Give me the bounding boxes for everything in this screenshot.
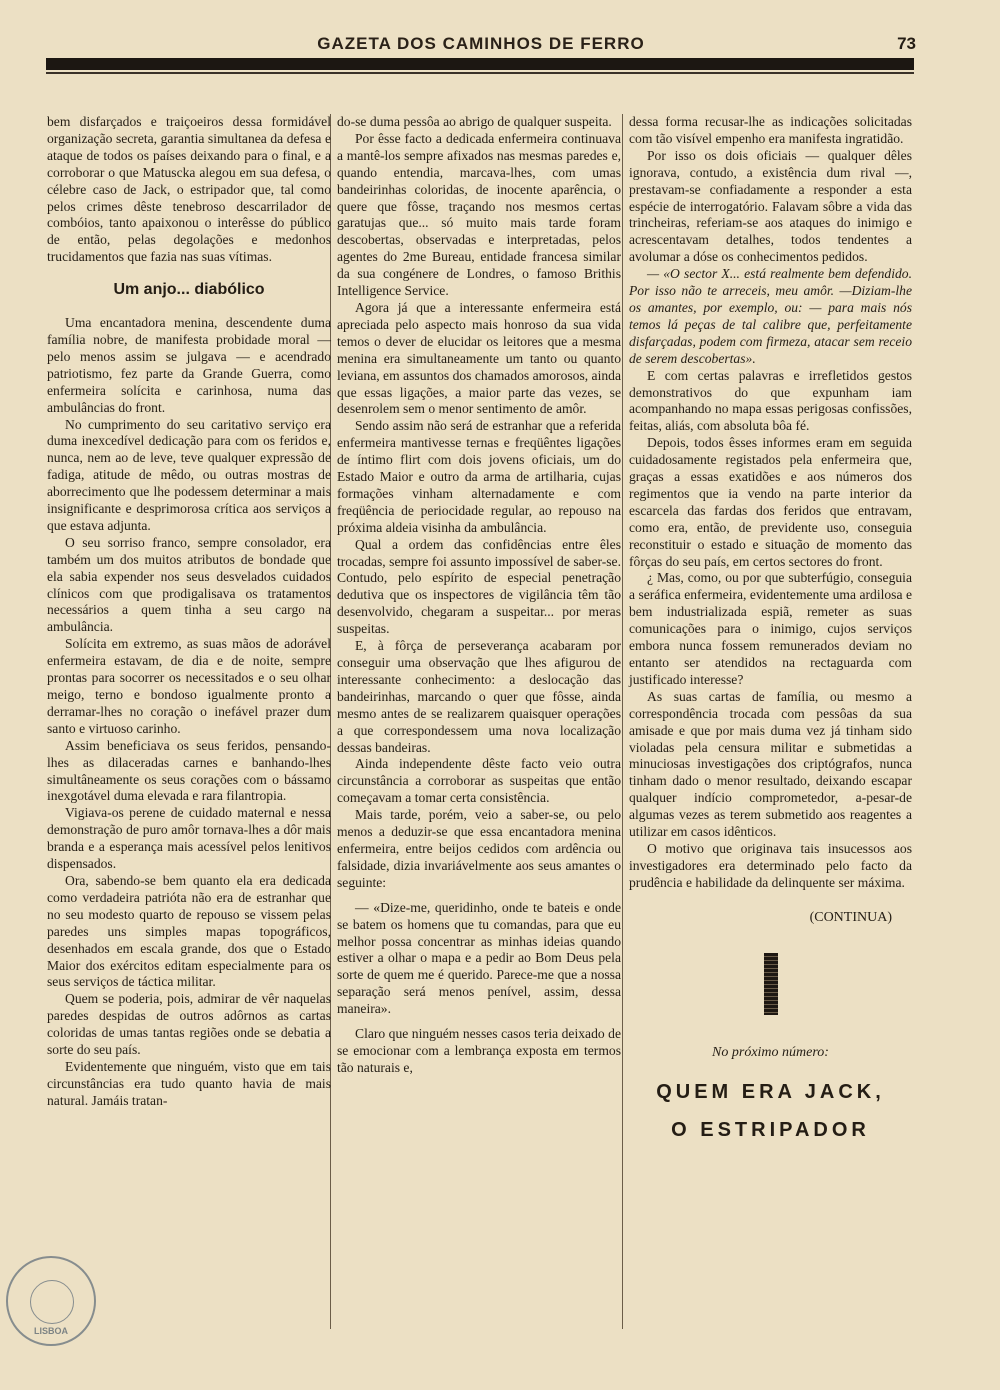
header-rule-thin <box>46 72 914 74</box>
paragraph: Claro que ninguém nesses casos teria deixado de se emocionar com a lembrança exposta em termos tão naturais e, <box>337 1026 621 1075</box>
section-heading: Um anjo... diabólico <box>113 281 265 299</box>
paragraph: Quem se poderia, pois, admirar de vêr naquelas paredes despidas de outros adôrnos as cartas coloridas de umas tantas regiões onde se debatia a sorte do seu país. <box>47 991 331 1058</box>
page-header <box>46 30 916 60</box>
next-issue-title: O ESTRIPADOR <box>671 1119 870 1142</box>
paragraph: O motivo que originava tais insucessos aos investigadores era determinado pelo facto da prudência e habilidade da delinquente ser máxima. <box>629 840 912 890</box>
paragraph: Agora já que a interessante enfermeira está apreciada pelo aspecto mais honroso da sua vida temos o dever de elucidar os leitores que a mesma menina era simultaneamente um tanto ou quanto leviana, em assuntos dos chamados amorosos, ainda que essas ligações, a maior parte das vezes, se desenrolem sem o menor sentimento de amôr. <box>337 299 621 417</box>
quoted-paragraph: — «O sector X... está realmente bem defendido. Por isso não te arreceis, meu amôr. —Diziam-lhe os amantes, por exemplo, ou: — para mais nós temos lá peças de tal calibre que, perfeitamente disfarçadas, podem com firmeza, atacar sem receio de serem descobertas». <box>629 266 912 366</box>
paragraph: As suas cartas de família, ou mesmo a correspondência trocada com pessôas da sua amisade e que por mais duma vez já tinham sido violadas pela censura militar e submetidas a minuciosas investigações dos criptógrafos, nunca tinham dado o menor resultado, deixando escapar qualquer indício comprometedor, a-pesar-de algumas vezes as terem submetido aos reagentes a utilizar em casos idênticos. <box>629 688 912 840</box>
paragraph: No cumprimento do seu caritativo serviço era duma inexcedível dedicação para com os feridos e, nunca, nem ao de leve, teve qualquer expressão de fadiga, atitude de mêdo, ou outras mostras de aborrecimento que lhe podessem determinar a mais insignificante e desprimorosa crítica aos serviços a que estava adjunta. <box>47 416 331 533</box>
paragraph: E, à fôrça de perseverança acabaram por conseguir uma observação que lhes afigurou de interessante conhecimento: a deslocação das bandeirinhas, marcando o quer que fôsse, ainda mesmo antes de se realizarem quaisquer operações a que correspondessem uma nova localização dessas bandeiras. <box>337 638 621 755</box>
stamp-seal-icon <box>30 1280 74 1324</box>
paragraph: Mais tarde, porém, veio a saber-se, ou pelo menos a deduzir-se que essa encantadora menina enfermeira, entre beijos cedidos com ardência ou falsidade, dizia invariávelmente aos seus amantes o seguinte: <box>337 807 621 890</box>
paragraph: dessa forma recusar-lhe as indicações solicitadas com tão visível empenho era manifesta ingratidão. <box>629 114 912 146</box>
paragraph: Uma encantadora menina, descendente duma família nobre, de manifesta probidade moral — pelo menos assim se julgava — e acendrado patriotismo, fez parte da Grande Guerra, como enfermeira solícita e carinhosa, numa das ambulâncias do front. <box>47 315 331 415</box>
column-divider <box>622 114 623 1329</box>
stamp-text: LISBOA <box>33 1326 68 1336</box>
continued-note: (CONTINUA) <box>809 909 892 925</box>
paragraph: Ainda independente dêste facto veio outra circunstância a corroborar as suspeitas que então começavam a tomar certa consistência. <box>337 756 621 806</box>
paragraph: Evidentemente que ninguém, visto que em tais circunstâncias era tudo quanto havia de mais natural. Jamáis tratan- <box>47 1058 331 1108</box>
paragraph: Por isso os dois oficiais — qualquer dêles ignorava, contudo, a existência dum rival —, prestavam-se confiadamente a responder a esta espécie de interrogatório. Falavam sôbre a vida das trincheiras, referiam-se aos ataques do inimigo e acrescentavam detalhes, todos tendentes a avolumar a dóse os conhecimentos pedidos. <box>629 147 912 265</box>
column-1 <box>47 114 331 1110</box>
paragraph: O seu sorriso franco, sempre consolador, era também um dos muitos atributos de bondade que ela sabia expender nos seus desvelados cuidados clínicos com que prodigalisava os tratamentos necessários a quem tinha a seu cargo na ambulância. <box>47 534 331 635</box>
paragraph: Ora, sabendo-se bem quanto ela era dedicada como verdadeira patrióta não era de estranhar que no seu modesto quarto de repouso se vissem pelas paredes uns simples mapas topográficos, desenhados em escala grande, dos que o Estado Maior dos exércitos editam especialmente para os seus serviços de táctica militar. <box>47 872 331 990</box>
header-rule <box>46 58 914 70</box>
paragraph: Sendo assim não será de estranhar que a referida enfermeira mantivesse ternas e freqüêntes ligações de íntimo flirt com dois jovens oficiais, um do Estado Maior e outro da arma de artilharia, cujas formações vinham alternadamente e com freqüência de periocidade regular, ao repouso na próxima aldeia visinha da ambulância. <box>337 418 621 535</box>
paragraph: Vigiava-os perene de cuidado maternal e nessa demonstração de puro amôr tornava-lhes a dôr mais branda e a esperança mais acessível pelos lenitivos dispensados. <box>47 805 331 872</box>
column-3 <box>629 114 912 1142</box>
paragraph: Assim beneficiava os seus feridos, pensando-lhes as dilaceradas carnes e banhando-lhes simultâneamente os seus corações com o bássamo inexgotável duma elevada e rara filantropia. <box>47 737 331 804</box>
paragraph: do-se duma pessôa ao abrigo de qualquer suspeita. <box>337 114 612 129</box>
next-issue-title: QUEM ERA JACK, <box>656 1080 885 1103</box>
paragraph: Solícita em extremo, as suas mãos de adorável enfermeira estavam, de dia e de noite, sempre prontas para socorrer os necessitados e o seu olhar meigo, terno e bondoso igualmente pronto a derramar-lhes no coração o inefável prazer dum santo e virtuoso carinho. <box>47 636 331 736</box>
publication-title: GAZETA DOS CAMINHOS DE FERRO <box>317 34 645 53</box>
next-issue-label: No próximo número: <box>712 1044 829 1060</box>
paragraph: bem disfarçados e traiçoeiros dessa formidável organização secreta, garantia simultanea da defesa e ataque de todos os países deixando para o final, e a corroborar o que Matuscka alegou em sua defesa, o célebre caso de Jack, o estripador que, tal como pelos crimes dêste tenebroso descarrilador de combóios, tanto apaixonou o interêsse do público de então, pelas degolações e medonhos trucidamentos que fazia nas suas vítimas. <box>47 114 331 265</box>
paragraph: Qual a ordem das confidências entre êles trocadas, sempre foi assunto impossível de saber-se. Contudo, pelo espírito de especial penetração dedutiva que os inspectores de vigilância têm tão desenvolvido, chegaram a suspeitar... por meras suspeitas. <box>337 536 621 637</box>
paragraph: — «Dize-me, queridinho, onde te bateis e onde se batem os homens que tu comandas, para que eu melhor possa concentrar as minhas ideias quando estiver a olhar o mapa e a pedir ao Bom Deus pela sorte de quem me é querido. Parece-me que a nossa separação será menos penível, assim, dessa maneira». <box>337 899 621 1017</box>
paragraph: ¿ Mas, como, ou por que subterfúgio, conseguia a seráfica enfermeira, evidentemente uma ardilosa e bem industrializada espiã, remeter as suas comunicações para o inimigo, cujos serviços embora nunca fossem remunerados deviam no entanto ser atendidos na rectaguarda com justificado interesse? <box>629 570 912 687</box>
library-stamp <box>6 1256 96 1346</box>
ornament-divider <box>764 953 778 1015</box>
paragraph: E com certas palavras e irrefletidos gestos demonstrativos do que expunham iam acompanhando no mapa essas perigosas confissões, feitas, aliás, com absoluta bôa fé. <box>629 367 912 434</box>
page-number: 73 <box>897 34 916 53</box>
column-2 <box>337 114 621 1077</box>
paragraph: Depois, todos êsses informes eram em seguida cuidadosamente registados pela enfermeira que, graças a essas exatidões e aos números dos regimentos que ia vendo na parte interior da escarcela das fardas dos feridos que entravam, como era, então, de previdente uso, conseguia reconstituir o estado e situação de momento das fôrças do seu país, em certos sectores do front. <box>629 435 912 569</box>
paragraph: Por êsse facto a dedicada enfermeira continuava a mantê-los sempre afixados nas mesmas paredes e, quando entendia, marcava-lhes, com umas bandeirinhas coloridas, de inocente aparência, o quere que fôsse, traçando nos mesmos certas garatujas que... só muito mais tarde foram descobertas, observadas e interpretadas, pelos agentes do 2me Bureau, entidade francesa similar da sua congénere de Londres, o famoso Brithis Intelligence Service. <box>337 130 621 299</box>
